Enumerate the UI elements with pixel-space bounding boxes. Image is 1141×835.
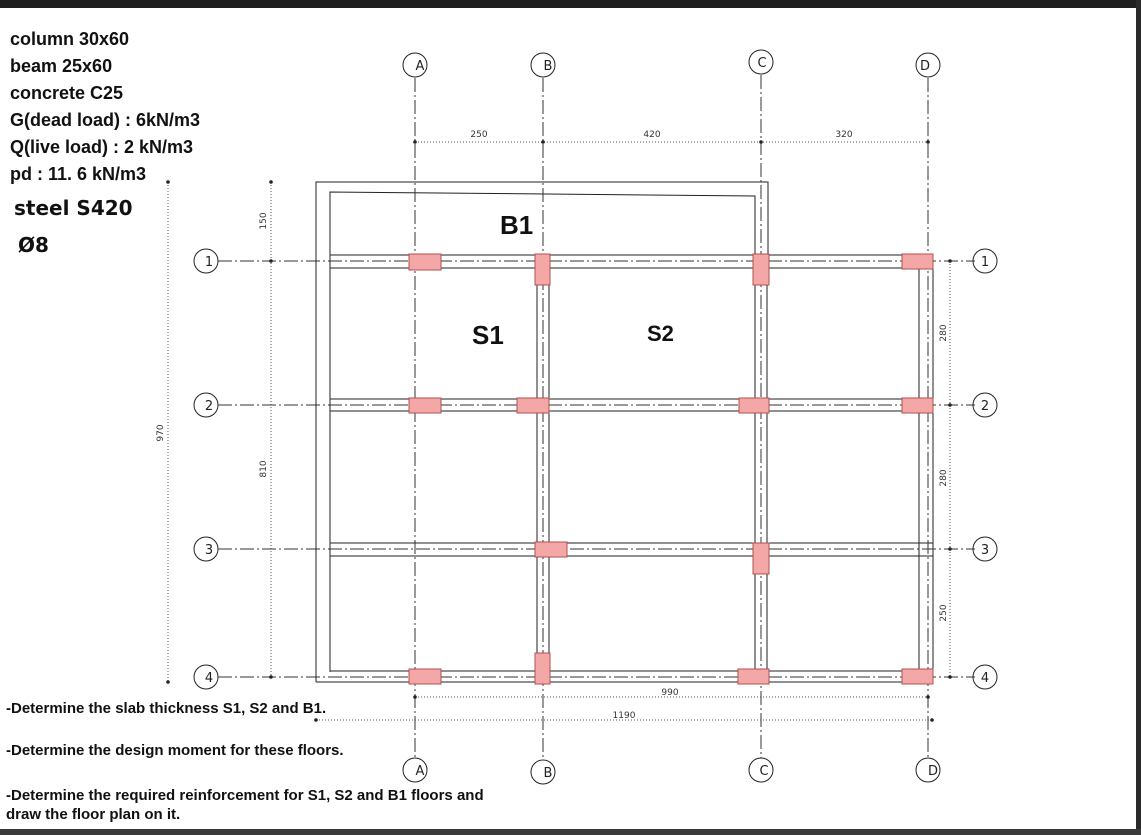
grid-label-1-right: 1 bbox=[980, 255, 990, 270]
grid-label-a-top: A bbox=[415, 59, 425, 74]
column-a1 bbox=[409, 254, 441, 270]
grid-bubbles-right bbox=[973, 249, 997, 689]
slab-label-b1: B1 bbox=[500, 210, 534, 240]
grid-label-a-bottom: A bbox=[415, 764, 425, 779]
spec-steel: steel S420 bbox=[14, 196, 133, 220]
beam-lines-vertical bbox=[330, 255, 933, 682]
column-d2 bbox=[902, 398, 933, 413]
grid-bubbles-top bbox=[403, 50, 940, 77]
spec-beam: beam 25x60 bbox=[10, 56, 113, 76]
dim-right-23: 280 bbox=[939, 469, 949, 487]
columns bbox=[409, 254, 933, 684]
grid-axes-vertical bbox=[415, 75, 928, 758]
spec-bar: Ø8 bbox=[18, 233, 49, 257]
column-b3 bbox=[535, 542, 567, 557]
spec-column: column 30x60 bbox=[10, 29, 130, 49]
grid-label-d-bottom: D bbox=[927, 764, 939, 779]
beam-lines-horizontal bbox=[316, 255, 933, 682]
grid-label-b-bottom: B bbox=[543, 766, 553, 781]
grid-label-1-left: 1 bbox=[204, 255, 214, 270]
dim-right-12: 280 bbox=[939, 324, 949, 342]
grid-label-4-right: 4 bbox=[980, 671, 990, 686]
dimension-top bbox=[413, 140, 930, 144]
column-c4 bbox=[738, 669, 769, 684]
spec-pd: pd : 11. 6 kN/m3 bbox=[10, 164, 147, 184]
grid-label-c-top: C bbox=[757, 56, 767, 71]
grid-label-2-right: 2 bbox=[980, 399, 990, 414]
column-d4 bbox=[902, 669, 933, 684]
spec-dead-load: G(dead load) : 6kN/m3 bbox=[10, 110, 201, 130]
dimension-left-outer bbox=[166, 180, 170, 684]
spec-live-load: Q(live load) : 2 kN/m3 bbox=[10, 137, 194, 157]
column-c2 bbox=[739, 398, 769, 413]
column-d1 bbox=[902, 254, 933, 269]
dimension-left-inner bbox=[269, 180, 273, 679]
column-c3 bbox=[753, 543, 769, 574]
grid-label-c-bottom: C bbox=[759, 764, 769, 779]
dim-bottom-outer: 1190 bbox=[612, 711, 636, 721]
slab-label-s2: S2 bbox=[647, 321, 674, 346]
dim-bottom-inner: 990 bbox=[661, 688, 679, 698]
grid-label-b-top: B bbox=[543, 59, 553, 74]
dim-left-inner: 810 bbox=[259, 460, 269, 478]
grid-label-3-left: 3 bbox=[204, 543, 214, 558]
grid-axes-horizontal bbox=[218, 261, 975, 677]
grid-label-4-left: 4 bbox=[204, 671, 214, 686]
dim-left-cantilever: 150 bbox=[259, 212, 269, 230]
column-b2 bbox=[517, 398, 549, 413]
dim-top-cd: 320 bbox=[835, 130, 853, 140]
task-design-moment: -Determine the design moment for these floors. bbox=[6, 742, 344, 759]
grid-label-3-right: 3 bbox=[980, 543, 990, 558]
task-slab-thickness: -Determine the slab thickness S1, S2 and B1. bbox=[6, 700, 327, 717]
grid-bubbles-left bbox=[194, 249, 218, 689]
slab-label-s1: S1 bbox=[472, 320, 504, 350]
dim-top-ab: 250 bbox=[470, 130, 488, 140]
column-b1 bbox=[535, 254, 550, 285]
task-reinforcement: -Determine the required reinforcement for S1, S2 and B1 floors and draw the floor plan on it. bbox=[6, 787, 484, 823]
dim-right-34: 250 bbox=[939, 604, 949, 622]
spec-concrete: concrete C25 bbox=[10, 83, 124, 103]
grid-bubbles-bottom bbox=[403, 758, 940, 784]
dim-left-outer: 970 bbox=[156, 424, 166, 442]
grid-label-d-top: D bbox=[919, 59, 931, 74]
column-a2 bbox=[409, 398, 441, 413]
grid-label-2-left: 2 bbox=[204, 399, 214, 414]
dim-top-bc: 420 bbox=[643, 130, 661, 140]
column-b4 bbox=[535, 653, 550, 684]
column-c1 bbox=[753, 254, 769, 285]
column-a4 bbox=[409, 669, 441, 684]
